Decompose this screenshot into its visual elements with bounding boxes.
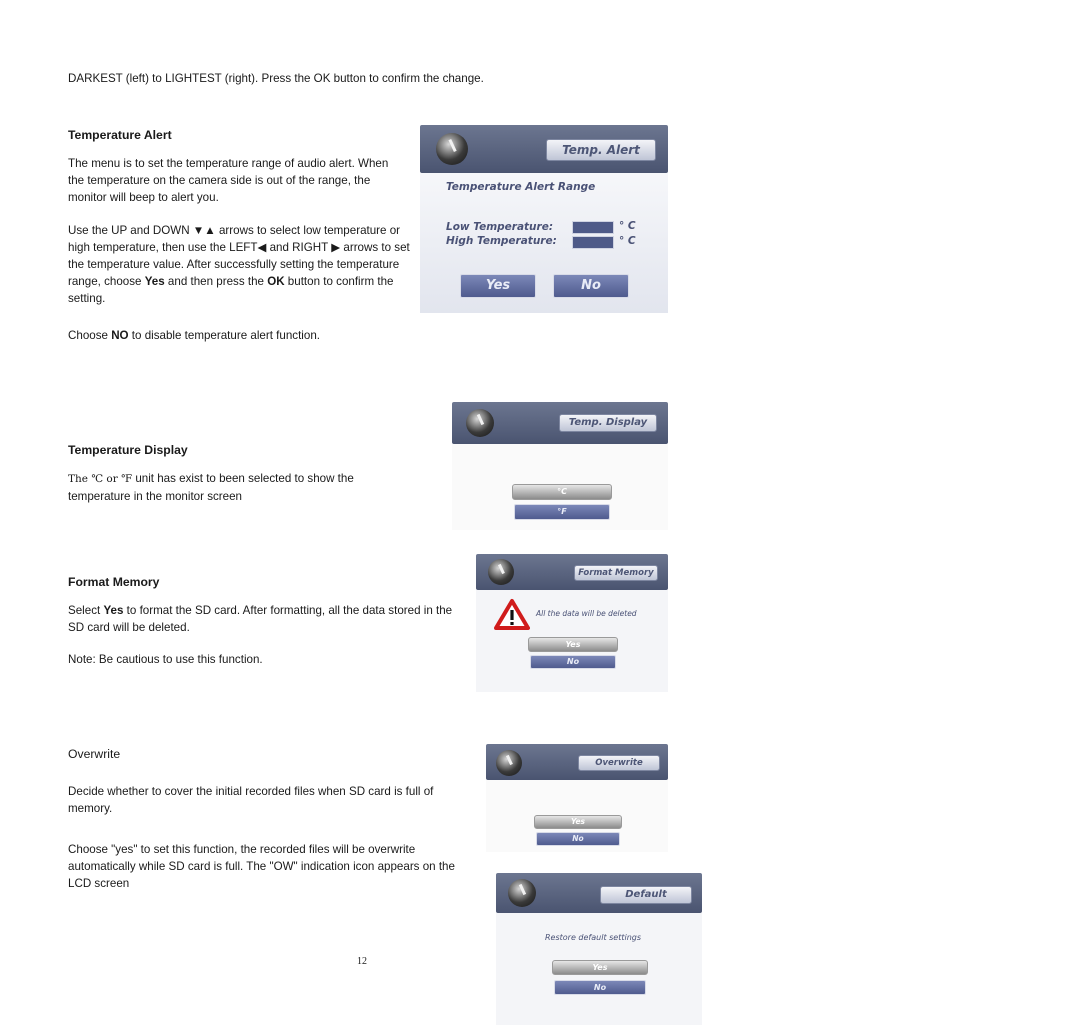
high-temperature-label: High Temperature: — [446, 235, 557, 247]
format-memory-p1-text-2: to format the SD card. After formatting, all the data stored in the SD card will be deleted. — [68, 604, 453, 634]
temp-alert-paragraph-2 — [68, 222, 413, 307]
format-memory-paragraph-1 — [68, 602, 468, 636]
temp-alert-paragraph-1: The menu is to set the temperature range of audio alert. When the temperature on the camera side is out of the range, the monitor will beep to alert you. — [68, 157, 389, 204]
temp-display-menu-title: Temp. Display — [559, 414, 657, 432]
knob-icon — [496, 750, 522, 776]
overwrite-paragraph-1: Decide whether to cover the initial recorded files when SD card is full of memory. — [68, 785, 434, 815]
temp-alert-yes-button: Yes — [460, 274, 536, 298]
high-temperature-value — [572, 236, 614, 249]
page-number: 12 — [357, 956, 367, 967]
high-temperature-unit: ° C — [619, 235, 636, 247]
format-memory-no-button: No — [530, 655, 616, 669]
low-temperature-value — [572, 221, 614, 234]
temp-display-text: unit has exist to been selected to show the temperature in the monitor screen — [68, 472, 354, 503]
default-yes-button: Yes — [552, 960, 648, 975]
overwrite-menu-title: Overwrite — [578, 755, 660, 771]
temp-alert-no-button: No — [553, 274, 629, 298]
temp-display-units: The ℃ or ℉ — [68, 473, 133, 485]
temp-alert-p2-yes: Yes — [144, 275, 165, 288]
knob-icon — [466, 409, 494, 437]
temp-alert-menu-title: Temp. Alert — [546, 139, 656, 161]
format-memory-p1-text: Select — [68, 604, 104, 617]
overwrite-paragraph-2: Choose "yes" to set this function, the recorded files will be overwrite automatically while SD card is full. The "OW" indication icon appears on the LCD screen — [68, 843, 455, 890]
temp-alert-p2-text-2: and then press the — [164, 275, 268, 288]
format-memory-paragraph-2: Note: Be cautious to use this function. — [68, 653, 263, 666]
fahrenheit-option: °F — [514, 504, 610, 520]
warning-icon — [494, 598, 530, 630]
knob-icon — [488, 559, 514, 585]
format-memory-menu-title: Format Memory — [574, 565, 658, 581]
low-temperature-label: Low Temperature: — [446, 221, 554, 233]
format-memory-heading: Format Memory — [68, 575, 160, 589]
default-no-button: No — [554, 980, 646, 995]
temp-alert-p3-no: NO — [111, 329, 129, 342]
intro-text: DARKEST (left) to LIGHTEST (right). Press the OK button to confirm the change. — [68, 72, 484, 85]
default-menu-title: Default — [600, 886, 692, 904]
format-memory-yes-button: Yes — [528, 637, 618, 652]
temp-alert-paragraph-3 — [68, 327, 398, 344]
overwrite-yes-button: Yes — [534, 815, 622, 829]
format-memory-p1-yes: Yes — [103, 604, 124, 617]
temp-alert-p3-text: Choose — [68, 329, 112, 342]
temp-alert-range-label: Temperature Alert Range — [446, 181, 596, 193]
temp-alert-heading: Temperature Alert — [68, 128, 172, 142]
overwrite-heading: Overwrite — [68, 747, 121, 761]
default-menu-label: Restore default settings — [545, 933, 642, 942]
overwrite-no-button: No — [536, 832, 620, 846]
low-temperature-unit: ° C — [619, 220, 636, 232]
format-memory-warning-text: All the data will be deleted — [536, 609, 637, 618]
knob-icon — [436, 133, 468, 165]
temp-display-heading: Temperature Display — [68, 443, 188, 457]
temp-display-paragraph — [68, 470, 408, 505]
temp-alert-p3-text-2: to disable temperature alert function. — [128, 329, 320, 342]
temp-alert-p2-ok: OK — [267, 275, 285, 288]
knob-icon — [508, 879, 536, 907]
temp-alert-p2-text-3: button to confirm the setting. — [68, 275, 394, 305]
celsius-option: °C — [512, 484, 612, 500]
temp-alert-p2-text: Use the UP and DOWN ▼▲ arrows to select low temperature or high temperature, then use the LEFT◀ and RIGHT ▶ arrows to set the temperature value. After successfully setting the temperature range, choose — [68, 224, 410, 288]
